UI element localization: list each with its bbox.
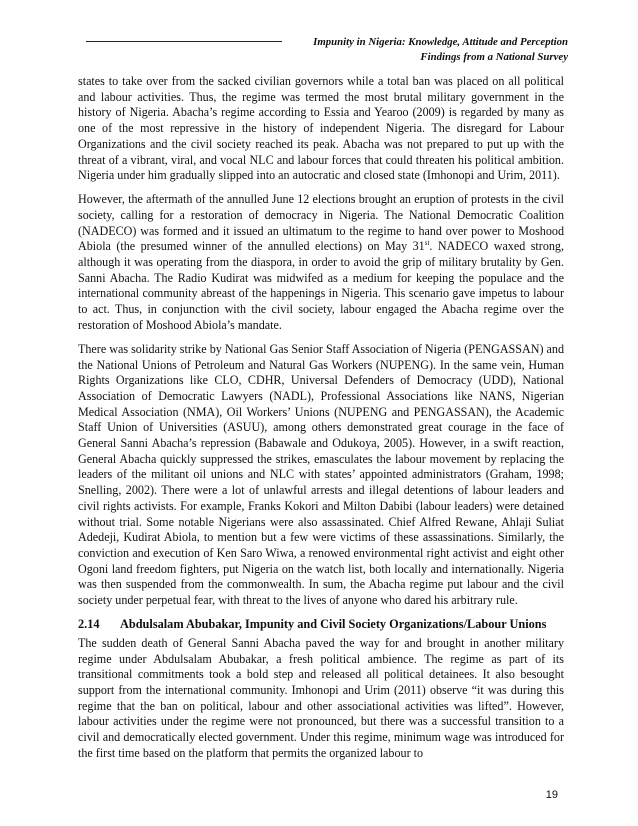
paragraph-2-part-2: . NADECO waxed strong, although it was operating from the diaspora, in order to avoid the grip of military brutality by Gen. Sanni Abacha. The Radio Kudirat was midwifed as a medium for keeping the populace and the international community abreast of the happenings in Nigeria. This scenario gave impetus to labour to act. Thus, in conjunction with the civil society, labour engaged the Abacha regime over the restoration of Moshood Abiola’s mandate.	[78, 239, 564, 332]
paragraph-4: The sudden death of General Sanni Abacha paved the way for and brought in another military regime under Abdulsalam Abubakar, a fresh political ambience. The regime as part of its transitional commitments took a bold step and released all political detainees. It also besought support from the international community. Imhonopi and Urim (2011) observe “it was during this regime that the ban on political, labour and other associational activities was lifted”. However, labour activities under the regime were not pronounced, but there was a successful transition to a civil and democratically elected government. Under this regime, minimum wage was introduced for the first time based on the platform that permits the organized labour to	[78, 635, 564, 760]
body-text	[78, 74, 564, 770]
paragraph-1: states to take over from the sacked civilian governors while a total ban was placed on all political and labour activities. Thus, the regime was termed the most brutal military government in the history of Nigeria. Abacha’s regime according to Essia and Yearoo (2009) is regarded by many as one of the most repressive in the history of independent Nigeria. The disregard for Labour Organizations and the civil society reached its peak. Abacha was not prepared to put up with the threat of a vibrant, viral, and vocal NLC and labour forces that could threaten his political ambition. Nigeria under him gradually slipped into an autocratic and closed state (Imhonopi and Urim, 2011).	[78, 74, 564, 183]
ordinal-suffix: st	[424, 239, 430, 248]
paragraph-2	[78, 192, 564, 333]
header-title: Impunity in Nigeria: Knowledge, Attitude and Perception	[313, 36, 568, 48]
header-subtitle: Findings from a National Survey	[420, 50, 568, 63]
header-rule	[86, 41, 282, 42]
section-number: 2.14	[78, 617, 100, 632]
running-header	[313, 35, 568, 64]
page-number: 19	[545, 789, 558, 801]
section-title: Abdulsalam Abubakar, Impunity and Civil Society Organizations/Labour Unions	[120, 617, 547, 632]
paragraph-2-part-1: However, the aftermath of the annulled June 12 elections brought an eruption of protests in the civil society, calling for a restoration of democracy in Nigeria. The National Democratic Coalition (NADECO) was formed and it issued an ultimatum to the regime to hand over power to Moshood Abiola (the presumed winner of the annulled elections) on May 31	[78, 192, 564, 254]
paragraph-3: There was solidarity strike by National Gas Senior Staff Association of Nigeria (PENGASSAN) and the National Unions of Petroleum and Natural Gas Workers (NUPENG). In the same vein, Human Rights Organizations like CLO, CDHR, Universal Defenders of Democracy (UDD), National Association of Democratic Lawyers (NADL), Professional Associations like NANS, Nigerian Medical Association (NMA), Oil Workers’ Unions (NUPENG and PENGASSAN), the Academic Staff Union of Universities (ASUU), among others demonstrated great courage in the face of General Sanni Abacha’s repression (Babawale and Odukoya, 2005). However, in a swift reaction, General Abacha quickly suppressed the strikes, emasculates the labour movement by replacing the leaders of the militant oil unions and NLC with states’ appointed administrators (Graham, 1998; Snelling, 2002). There were a lot of unlawful arrests and illegal detentions of labour leaders and civil rights activists. For example, Franks Kokori and Milton Dabibi (labour leaders) were detained without trial. Some notable Nigerians were also assassinated. Chief Alfred Rewane, Ahlaji Suliat Adedeji, Kudirat Abiola, to mention but a few were victims of these assassinations. Similarly, the conviction and execution of Ken Saro Wiwa, a renowed environmental right activist and eight other Ogoni land freedom fighters, put Nigeria on the watch list, both locally and internationally. Nigeria was then suspended from the commonwealth. In sum, the Abacha regime put labour and the civil society under perpetual fear, with threat to the lives of anyone who dared his arbitrary rule.	[78, 341, 564, 608]
section-heading	[78, 617, 564, 633]
